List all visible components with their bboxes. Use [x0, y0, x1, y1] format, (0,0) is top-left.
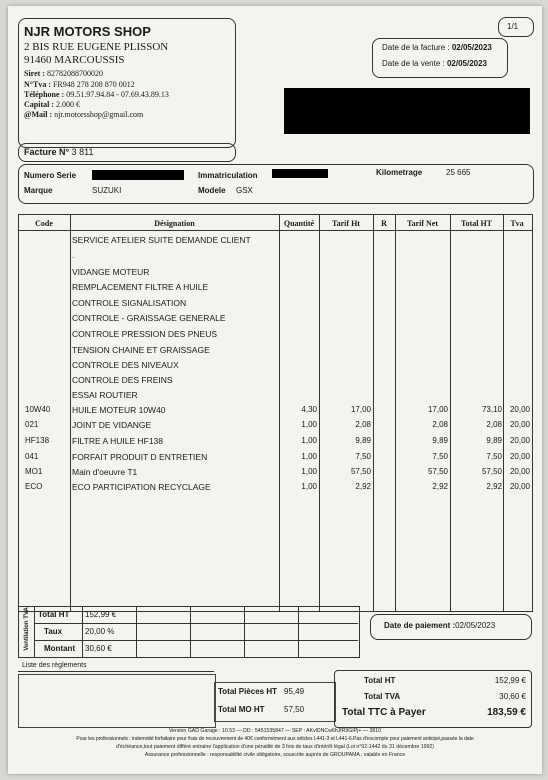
company-phone: Téléphone : 09.51.97.94.84 - 07.69.43.89.13	[24, 90, 169, 99]
total-ttc-value: 183,59 €	[487, 707, 526, 718]
company-capital: Capital : 2.000 €	[24, 100, 80, 109]
payment-date: Date de paiement :02/05/2023	[384, 621, 496, 630]
total-ttc-label: Total TTC à Payer	[342, 707, 426, 718]
reglements-label: Liste des règlements	[22, 662, 87, 669]
service-line: .	[72, 250, 75, 260]
col-header-designation: Désignation	[154, 219, 195, 228]
footer-legal-2: d'échéance,tout paiement différé entraine l'application d'une pénalité de 3 fois de taux d'intérêt légal (Loi n°92-1442 du 31 décembre 1992)	[116, 744, 434, 750]
total-tva-value: 30,60 €	[499, 692, 526, 701]
km-value: 25 665	[446, 168, 471, 177]
pieces-value: 95,49	[284, 687, 305, 696]
company-tva: N°Tva : FR948 278 208 870 0012	[24, 80, 135, 89]
service-line: SERVICE ATELIER SUITE DEMANDE CLIENT	[72, 235, 251, 245]
serial-label: Numero Serie	[24, 171, 77, 180]
col-header-tarif-ht: Tarif Ht	[332, 219, 360, 228]
service-line: VIDANGE MOTEUR	[72, 267, 150, 277]
company-address-2: 91460 MARCOUSSIS	[24, 54, 125, 66]
col-header-code: Code	[35, 219, 53, 228]
page-number: 1/1	[507, 22, 519, 31]
total-ht-value: 152,99 €	[494, 676, 526, 685]
vat-side-label: Ventilation TVA	[24, 607, 30, 651]
company-siret: Siret : 82782088700020	[24, 69, 103, 78]
service-line: TENSION CHAINE ET GRAISSAGE	[72, 345, 210, 355]
service-line: CONTROLE - GRAISSAGE GENERALE	[72, 313, 226, 323]
km-label: Kilometrage	[376, 168, 423, 177]
col-header-tarif-net: Tarif Net	[406, 219, 439, 228]
invoice-sheet: NJR MOTORS SHOP 2 BIS RUE EUGENE PLISSON 91460 MARCOUSSIS Siret : 82782088700020 N°Tva : FR948 278 208 870 0012 Téléphone : 09.51.97.94.84 - 07.69.43.89.13 Capital : 2.000 € @Mail : njr.motorsshop@gmail.com 1/1 Date de la facture : 02/05/2023 Date de la vente : 02/05/2023 Facture N° 3 811 Numero Serie Immatriculation Kilometrage 25 665 Marque SUZUKI Modele GSX Code Désignation Quantité Tarif Ht R Tarif Net Total HT Tva SERVICE ATELIER SUITE DEMANDE CLIENT . VIDANGE MOTEUR REMPLACEMENT FILTRE A HUILE CONTROLE SIGNALISATION CONTROLE - GRAISSAGE GENERALE CONTROLE PRESSION DES PNEUS TENSION CHAINE ET GRAISSAGE CONTROLE DES NIVEAUX CONTROLE DES FREINS ESSAI ROUTIER 10W40 HUILE MOTEUR 10W40 4,30 17,00 17,00 73,10 20,00 021 JOINT DE VIDANGE 1,00 2,08 2,08 2,08 20,00 HF138 FILTRE A HUILE HF138 1,00 9,89 9,89 9,89 20,00 041 FORFAIT PRODUIT D ENTRETIEN 1,00 7,50 7,50 7,50 20,00 MO1 Main d'oeuvre T1 1,00 57,50 57,50 57,50 20,00 ECO ECO PARTICIPATION RECYCLAGE 1,00 2,92 2,92 2,92 20,00 Ventilation TVA Total HT 152,99 € Taux 20,00 % Montant 30,60 € Date de paiement :02/05/2023 Liste des règlements Total Pièces HT 95,49 Total MO HT 57,50 Total HT 152,99 € Total TVA 30,60 € Total TTC à Payer 183,59 € Version GAD Garage : 10.53 — DD : 5451535847 — SEP : AKvlDNCw6hJfR9GIPj+ — 3810 Pour les professionnels : indemnité forfaitaire pour frais de recouvrement de 40€ conformément aux articles L441-3 et L441-6.Pas d'escompte pour paiement anticipé,passée la date d'échéance,tout paiement différé entraine l'application d'une pénalité de 3 fois de taux d'intérêt légal (Loi n°92-1442 du 31 décembre 1992) Assurance professionnelle : responsabilité civile obligatoire, souscrite auprès de GROUPAMA , valable en France	[8, 6, 542, 774]
mo-value: 57,50	[284, 705, 305, 714]
service-line: CONTROLE PRESSION DES PNEUS	[72, 329, 218, 339]
vat-montant-label: Montant	[44, 644, 76, 653]
immat-label: Immatriculation	[198, 171, 258, 180]
vat-total-ht-label: Total HT	[38, 610, 70, 619]
vat-taux: 20,00 %	[85, 627, 115, 636]
service-line: ESSAI ROUTIER	[72, 390, 138, 400]
vat-montant: 30,60 €	[85, 644, 112, 653]
service-line: CONTROLE SIGNALISATION	[72, 298, 187, 308]
redacted-client-address	[284, 88, 530, 134]
footer-insurance: Assurance professionnelle : responsabilité civile obligatoire, souscrite auprès de GROUPAMA , valable en France	[144, 752, 406, 758]
modele-label: Modele	[198, 186, 226, 195]
reglements-box	[18, 674, 216, 728]
footer-version: Version GAD Garage : 10.53 — DD : 5451535847 — SEP : AKvlDNCw6hJfR9GIPj+ — 3810	[169, 728, 381, 734]
service-line: CONTROLE DES NIVEAUX	[72, 360, 179, 370]
vat-total-ht: 152,99 €	[85, 610, 117, 619]
col-header-r: R	[381, 219, 387, 228]
marque-label: Marque	[24, 186, 53, 195]
date-vente: Date de la vente : 02/05/2023	[382, 59, 487, 68]
marque-value: SUZUKI	[92, 186, 122, 195]
redacted-immat	[272, 169, 328, 178]
pieces-label: Total Pièces HT	[218, 687, 277, 696]
vat-taux-label: Taux	[44, 627, 63, 636]
footer-legal-1: Pour les professionnels : indemnité forfaitaire pour frais de recouvrement de 40€ conformément aux articles L441-3 et L441-6.Pas d'escompte pour paiement anticipé,passée la date	[76, 736, 474, 742]
company-mail: @Mail : njr.motorsshop@gmail.com	[24, 110, 144, 119]
col-header-quantite: Quantité	[283, 219, 315, 228]
service-line: REMPLACEMENT FILTRE A HUILE	[72, 282, 209, 292]
col-header-total-ht: Total HT	[460, 219, 493, 228]
modele-value: GSX	[236, 186, 253, 195]
date-facture: Date de la facture : 02/05/2023	[382, 43, 492, 52]
total-ht-label: Total HT	[364, 676, 396, 685]
col-header-tva: Tva	[510, 219, 524, 228]
redacted-serial	[92, 170, 184, 180]
mo-label: Total MO HT	[218, 705, 265, 714]
invoice-number: Facture N° 3 811	[24, 147, 94, 157]
service-line: CONTROLE DES FREINS	[72, 375, 173, 385]
company-name: NJR MOTORS SHOP	[24, 24, 151, 39]
company-address-1: 2 BIS RUE EUGENE PLISSON	[24, 41, 169, 53]
total-tva-label: Total TVA	[364, 692, 401, 701]
